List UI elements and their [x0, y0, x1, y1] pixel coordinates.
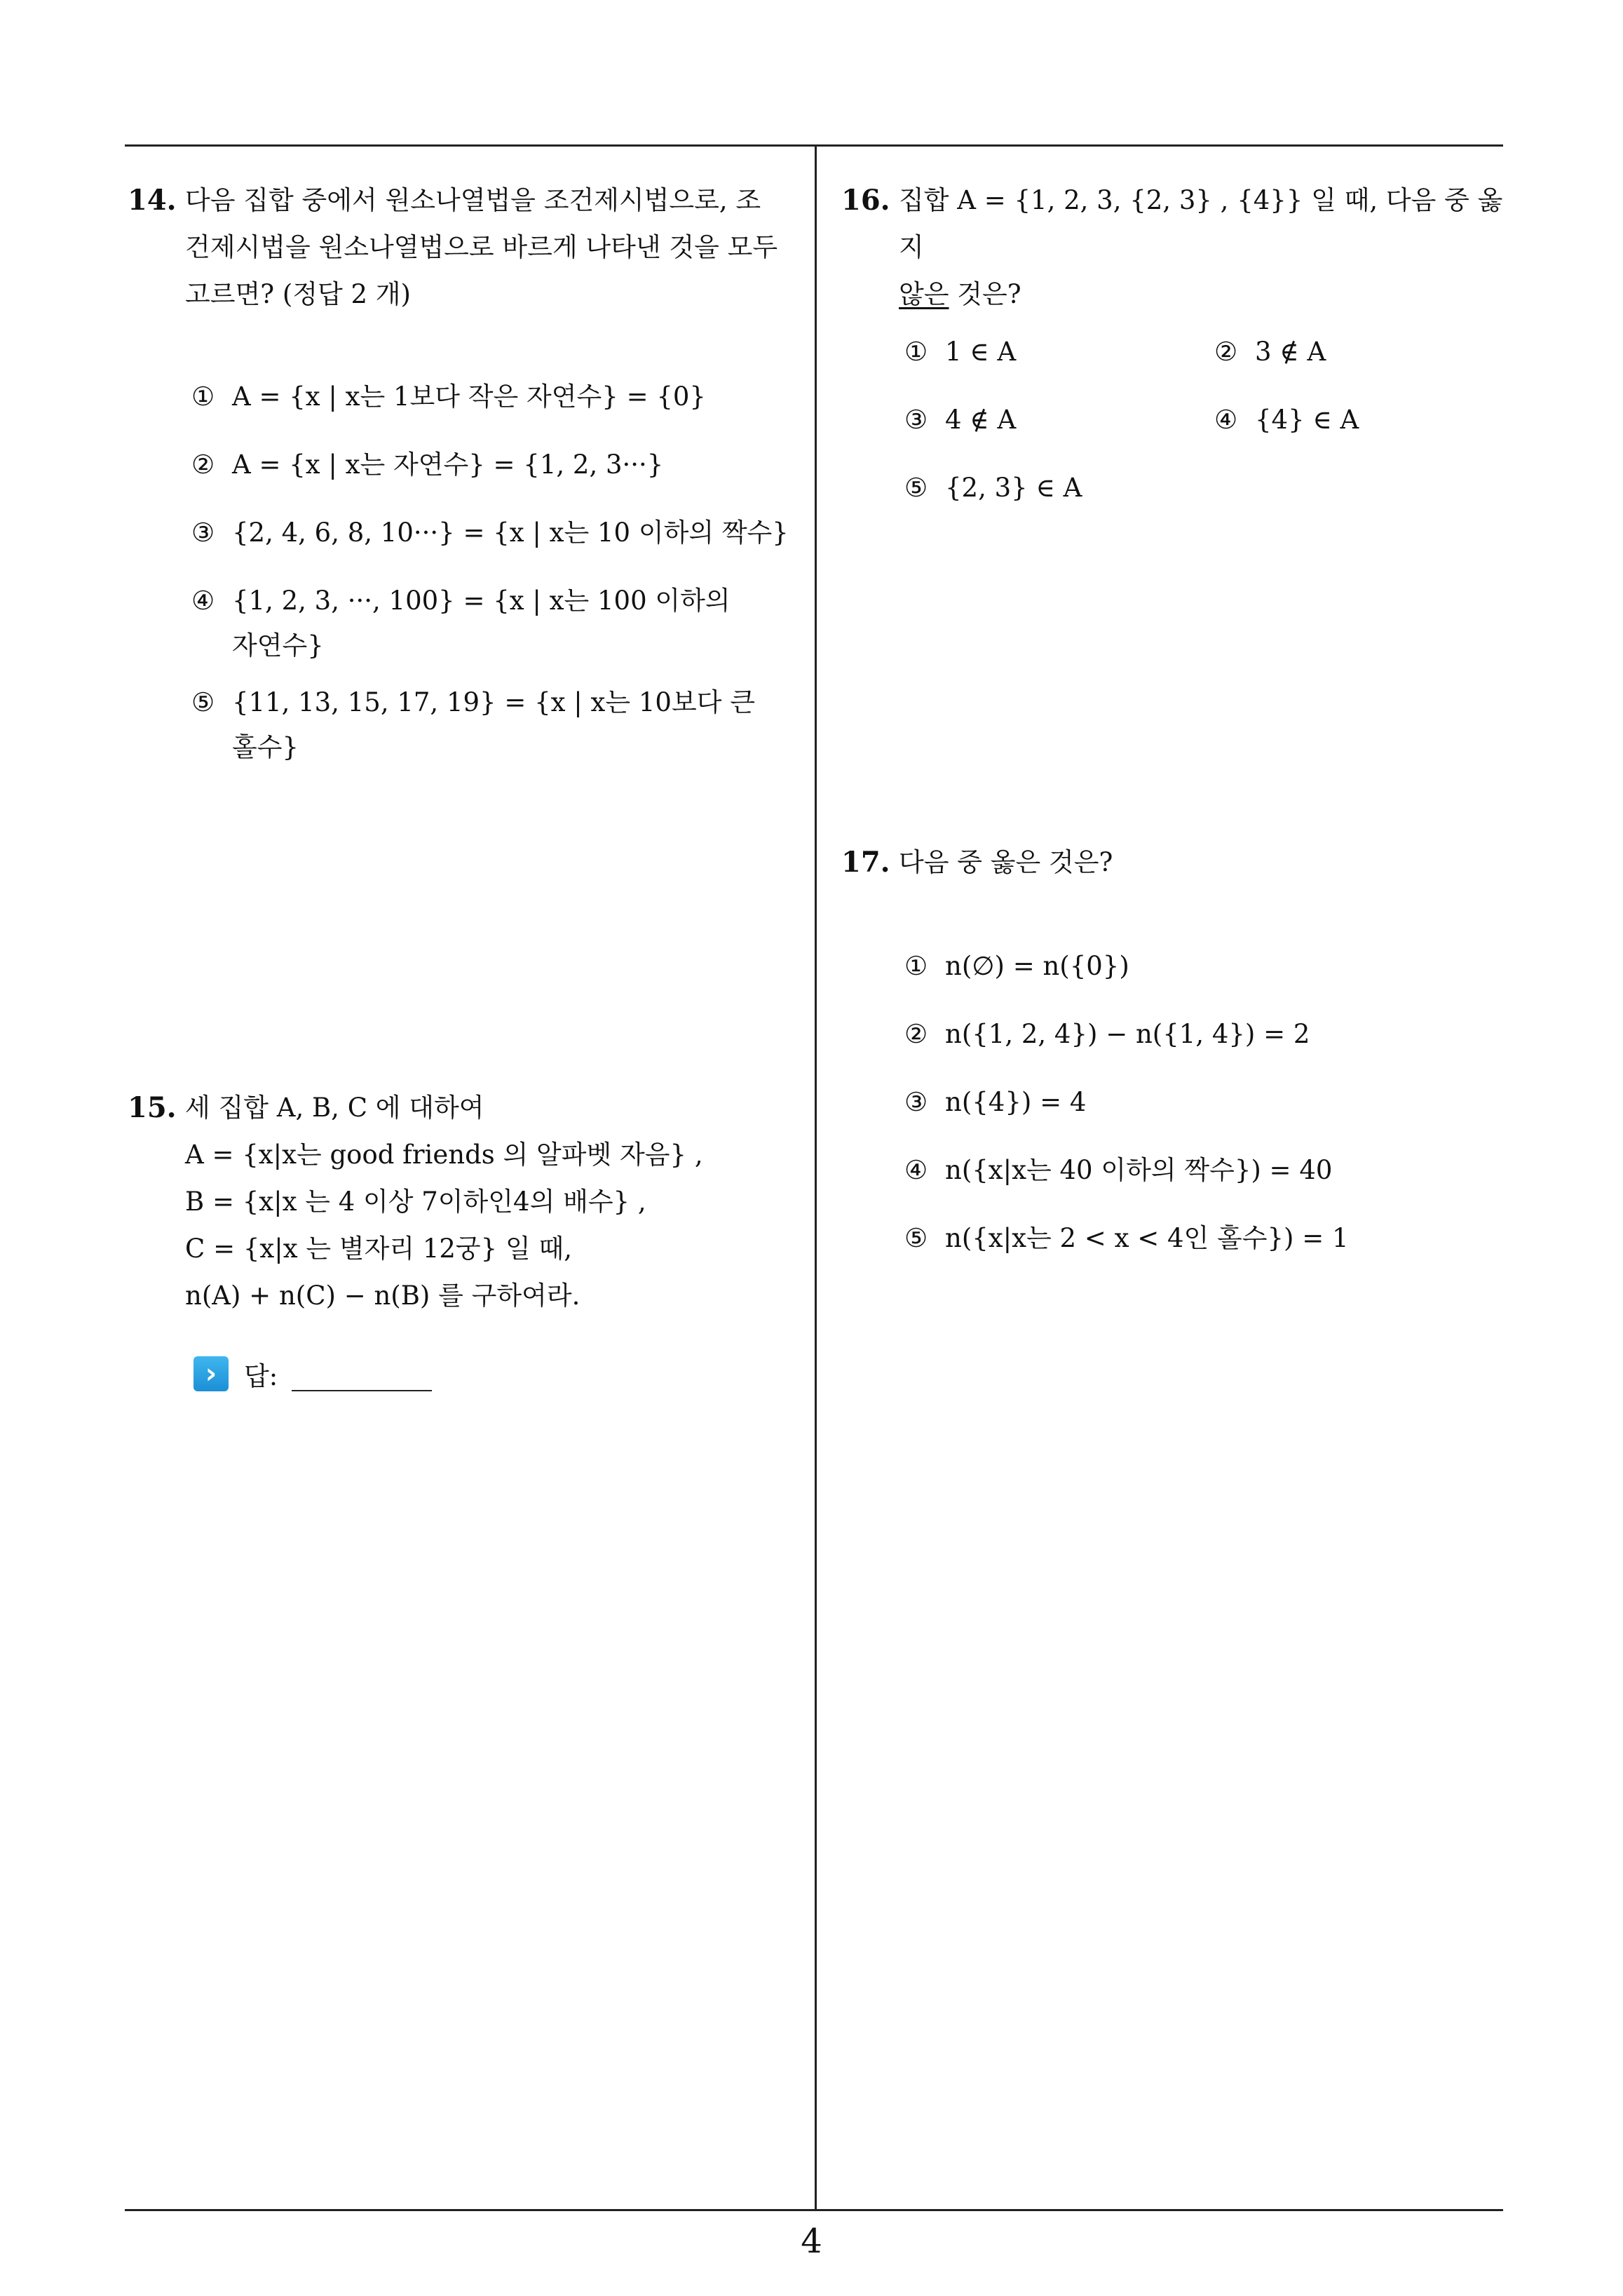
option-text: A = {x | x는 1보다 작은 자연수} = {0} [232, 381, 706, 412]
option-text: 1 ∈ A [945, 337, 1017, 367]
answer-row [193, 1355, 432, 1393]
option-marker: ① [191, 381, 215, 412]
option-text: {4} ∈ A [1255, 405, 1359, 435]
option-marker: ⑤ [904, 473, 928, 503]
option-marker: ④ [191, 586, 215, 616]
question-text-line: B = {x|x 는 4 이상 7이하인4의 배수} , [185, 1187, 646, 1217]
top-rule [125, 144, 1503, 147]
page-number: 4 [801, 2222, 822, 2261]
question-15-stem [128, 1084, 808, 1319]
answer-input[interactable] [292, 1356, 432, 1391]
question-text-line: n(A) + n(C) − n(B) 를 구하여라. [185, 1281, 580, 1311]
question-number: 14. [128, 184, 177, 217]
option-marker: ① [904, 337, 928, 367]
bottom-rule [125, 2209, 1503, 2211]
option-text: {2, 3} ∈ A [945, 473, 1082, 503]
question-text-line: 세 집합 A, B, C 에 대하여 [185, 1093, 484, 1123]
option-text-continued: 자연수} [232, 630, 324, 661]
question-text-line: 고르면? (정답 2 개) [185, 279, 411, 309]
option-3[interactable] [191, 511, 789, 555]
option-marker: ② [191, 450, 215, 480]
option-text: A = {x | x는 자연수} = {1, 2, 3···} [232, 450, 664, 480]
option-text: 3 ∉ A [1255, 337, 1326, 367]
question-number: 16. [841, 184, 890, 217]
option-1[interactable] [904, 330, 1016, 374]
option-text: 4 ∉ A [945, 405, 1017, 435]
question-17-stem [841, 839, 1521, 886]
option-marker: ③ [904, 1087, 928, 1117]
option-text-continued: 홀수} [232, 732, 299, 762]
question-text-line: 다음 중 옳은 것은? [899, 847, 1113, 877]
question-text-line: A = {x|x는 good friends 의 알파벳 자음} , [185, 1140, 703, 1170]
option-text: {11, 13, 15, 17, 19} = {x | x는 10보다 큰 [232, 687, 755, 717]
column-divider [815, 146, 817, 2210]
option-1[interactable] [904, 944, 1129, 989]
question-17 [841, 839, 1521, 886]
option-text: {2, 4, 6, 8, 10···} = {x | x는 10 이하의 짝수} [232, 518, 789, 548]
question-text-line: 집합 A = {1, 2, 3, {2, 3} , {4}} 일 때, 다음 중 옳지 [899, 185, 1503, 262]
option-text: n({x|x는 40 이하의 짝수}) = 40 [945, 1155, 1333, 1185]
option-5[interactable] [904, 1216, 1349, 1261]
question-14 [128, 177, 808, 318]
option-2[interactable] [1214, 330, 1326, 374]
question-text-line: C = {x|x 는 별자리 12궁} 일 때, [185, 1234, 572, 1264]
option-4[interactable] [904, 1148, 1332, 1193]
question-16-stem [841, 177, 1521, 318]
option-marker: ② [904, 1019, 928, 1049]
option-3[interactable] [904, 398, 1016, 443]
question-text-line: 건제시법을 원소나열법으로 바르게 나타낸 것을 모두 [185, 232, 778, 262]
option-3[interactable] [904, 1080, 1086, 1125]
option-marker: ① [904, 951, 928, 981]
option-marker: ⑤ [904, 1223, 928, 1253]
option-marker: ③ [904, 405, 928, 435]
option-text: {1, 2, 3, ···, 100} = {x | x는 100 이하의 [232, 586, 731, 616]
option-text: n({1, 2, 4}) − n({1, 4}) = 2 [945, 1019, 1310, 1049]
underlined-keyword: 않은 [899, 279, 949, 309]
option-text: n({x|x는 2 < x < 4인 홀수}) = 1 [945, 1223, 1349, 1253]
question-14-stem [128, 177, 808, 318]
question-number: 17. [841, 846, 890, 879]
option-2[interactable] [191, 443, 663, 487]
answer-label: 답: [244, 1361, 278, 1391]
option-1[interactable] [191, 374, 706, 419]
option-4[interactable] [191, 579, 731, 668]
option-4[interactable] [1214, 398, 1359, 443]
option-marker: ② [1214, 337, 1238, 367]
option-marker: ③ [191, 518, 215, 548]
option-text: n(∅) = n({0}) [945, 951, 1129, 981]
question-16 [841, 177, 1521, 318]
option-marker: ④ [1214, 405, 1238, 435]
question-text-line: 다음 집합 중에서 원소나열법을 조건제시법으로, 조 [185, 185, 761, 215]
option-5[interactable] [191, 680, 755, 770]
chevron-right-icon: › [193, 1356, 229, 1391]
question-text: 것은? [949, 279, 1021, 309]
option-marker: ④ [904, 1155, 928, 1185]
option-2[interactable] [904, 1012, 1310, 1057]
option-text: n({4}) = 4 [945, 1087, 1087, 1117]
option-marker: ⑤ [191, 687, 215, 717]
question-number: 15. [128, 1091, 177, 1124]
option-5[interactable] [904, 466, 1082, 511]
question-15 [128, 1084, 808, 1319]
